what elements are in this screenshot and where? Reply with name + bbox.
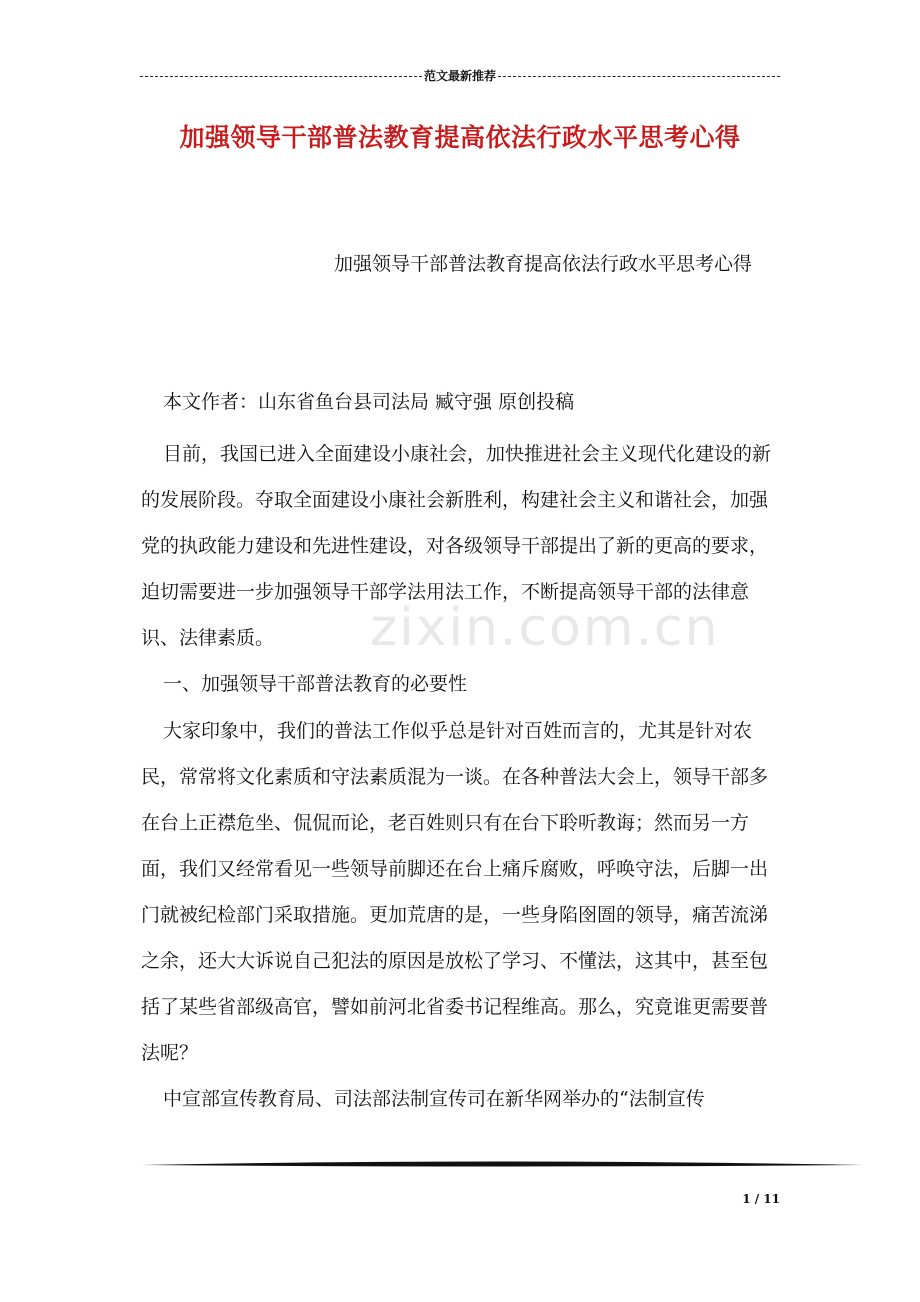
document-title: 加强领导干部普法教育提高依法行政水平思考心得 <box>179 123 741 152</box>
paragraph-intro: 目前，我国已进入全面建设小康社会，加快推进社会主义现代化建设的新的发展阶段。夺取全面建设小康社会新胜利，构建社会主义和谐社会，加强党的执政能力建设和先进性建设，对各级领导干部提出了新的更高的要求，迫切需要进一步加强领导干部学法用法工作，不断提高领导干部的法律意识、法律素质。 <box>141 443 772 650</box>
header-rule <box>140 68 780 84</box>
header-dash-left <box>140 76 422 77</box>
body-text <box>141 431 781 1122</box>
document-subtitle: 加强领导干部普法教育提高依法行政水平思考心得 <box>334 253 753 275</box>
header-dash-right <box>498 76 780 77</box>
author-line: 本文作者：山东省鱼台县司法局 臧守强 原创投稿 <box>163 391 575 413</box>
footer-rule <box>141 1158 863 1172</box>
header-label: 范文最新推荐 <box>424 69 497 83</box>
paragraph-continued: 中宣部宣传教育局、司法部法制宣传司在新华网举办的“法制宣传 <box>163 1088 705 1111</box>
section-heading: 一、加强领导干部普法教育的必要性 <box>163 673 468 696</box>
paragraph-body: 大家印象中，我们的普法工作似乎总是针对百姓而言的，尤其是针对农民，常常将文化素质和守法素质混为一谈。在各种普法大会上，领导干部多在台上正襟危坐、侃侃而论，老百姓则只有在台下聆听教诲；然而另一方面，我们又经常看见一些领导前脚还在台上痛斥腐败，呼唤守法，后脚一出门就被纪检部门采取措施。更加荒唐的是，一些身陷囹圄的领导，痛苦流涕之余，还大大诉说自己犯法的原因是放松了学习、不懂法，这其中，甚至包括了某些省部级高官，譬如前河北省委书记程维高。那么，究竟谁更需要普法呢？ <box>141 719 769 1065</box>
watermark: zixin.com.cn <box>370 598 720 658</box>
page-number: 1 / 11 <box>742 1192 780 1206</box>
